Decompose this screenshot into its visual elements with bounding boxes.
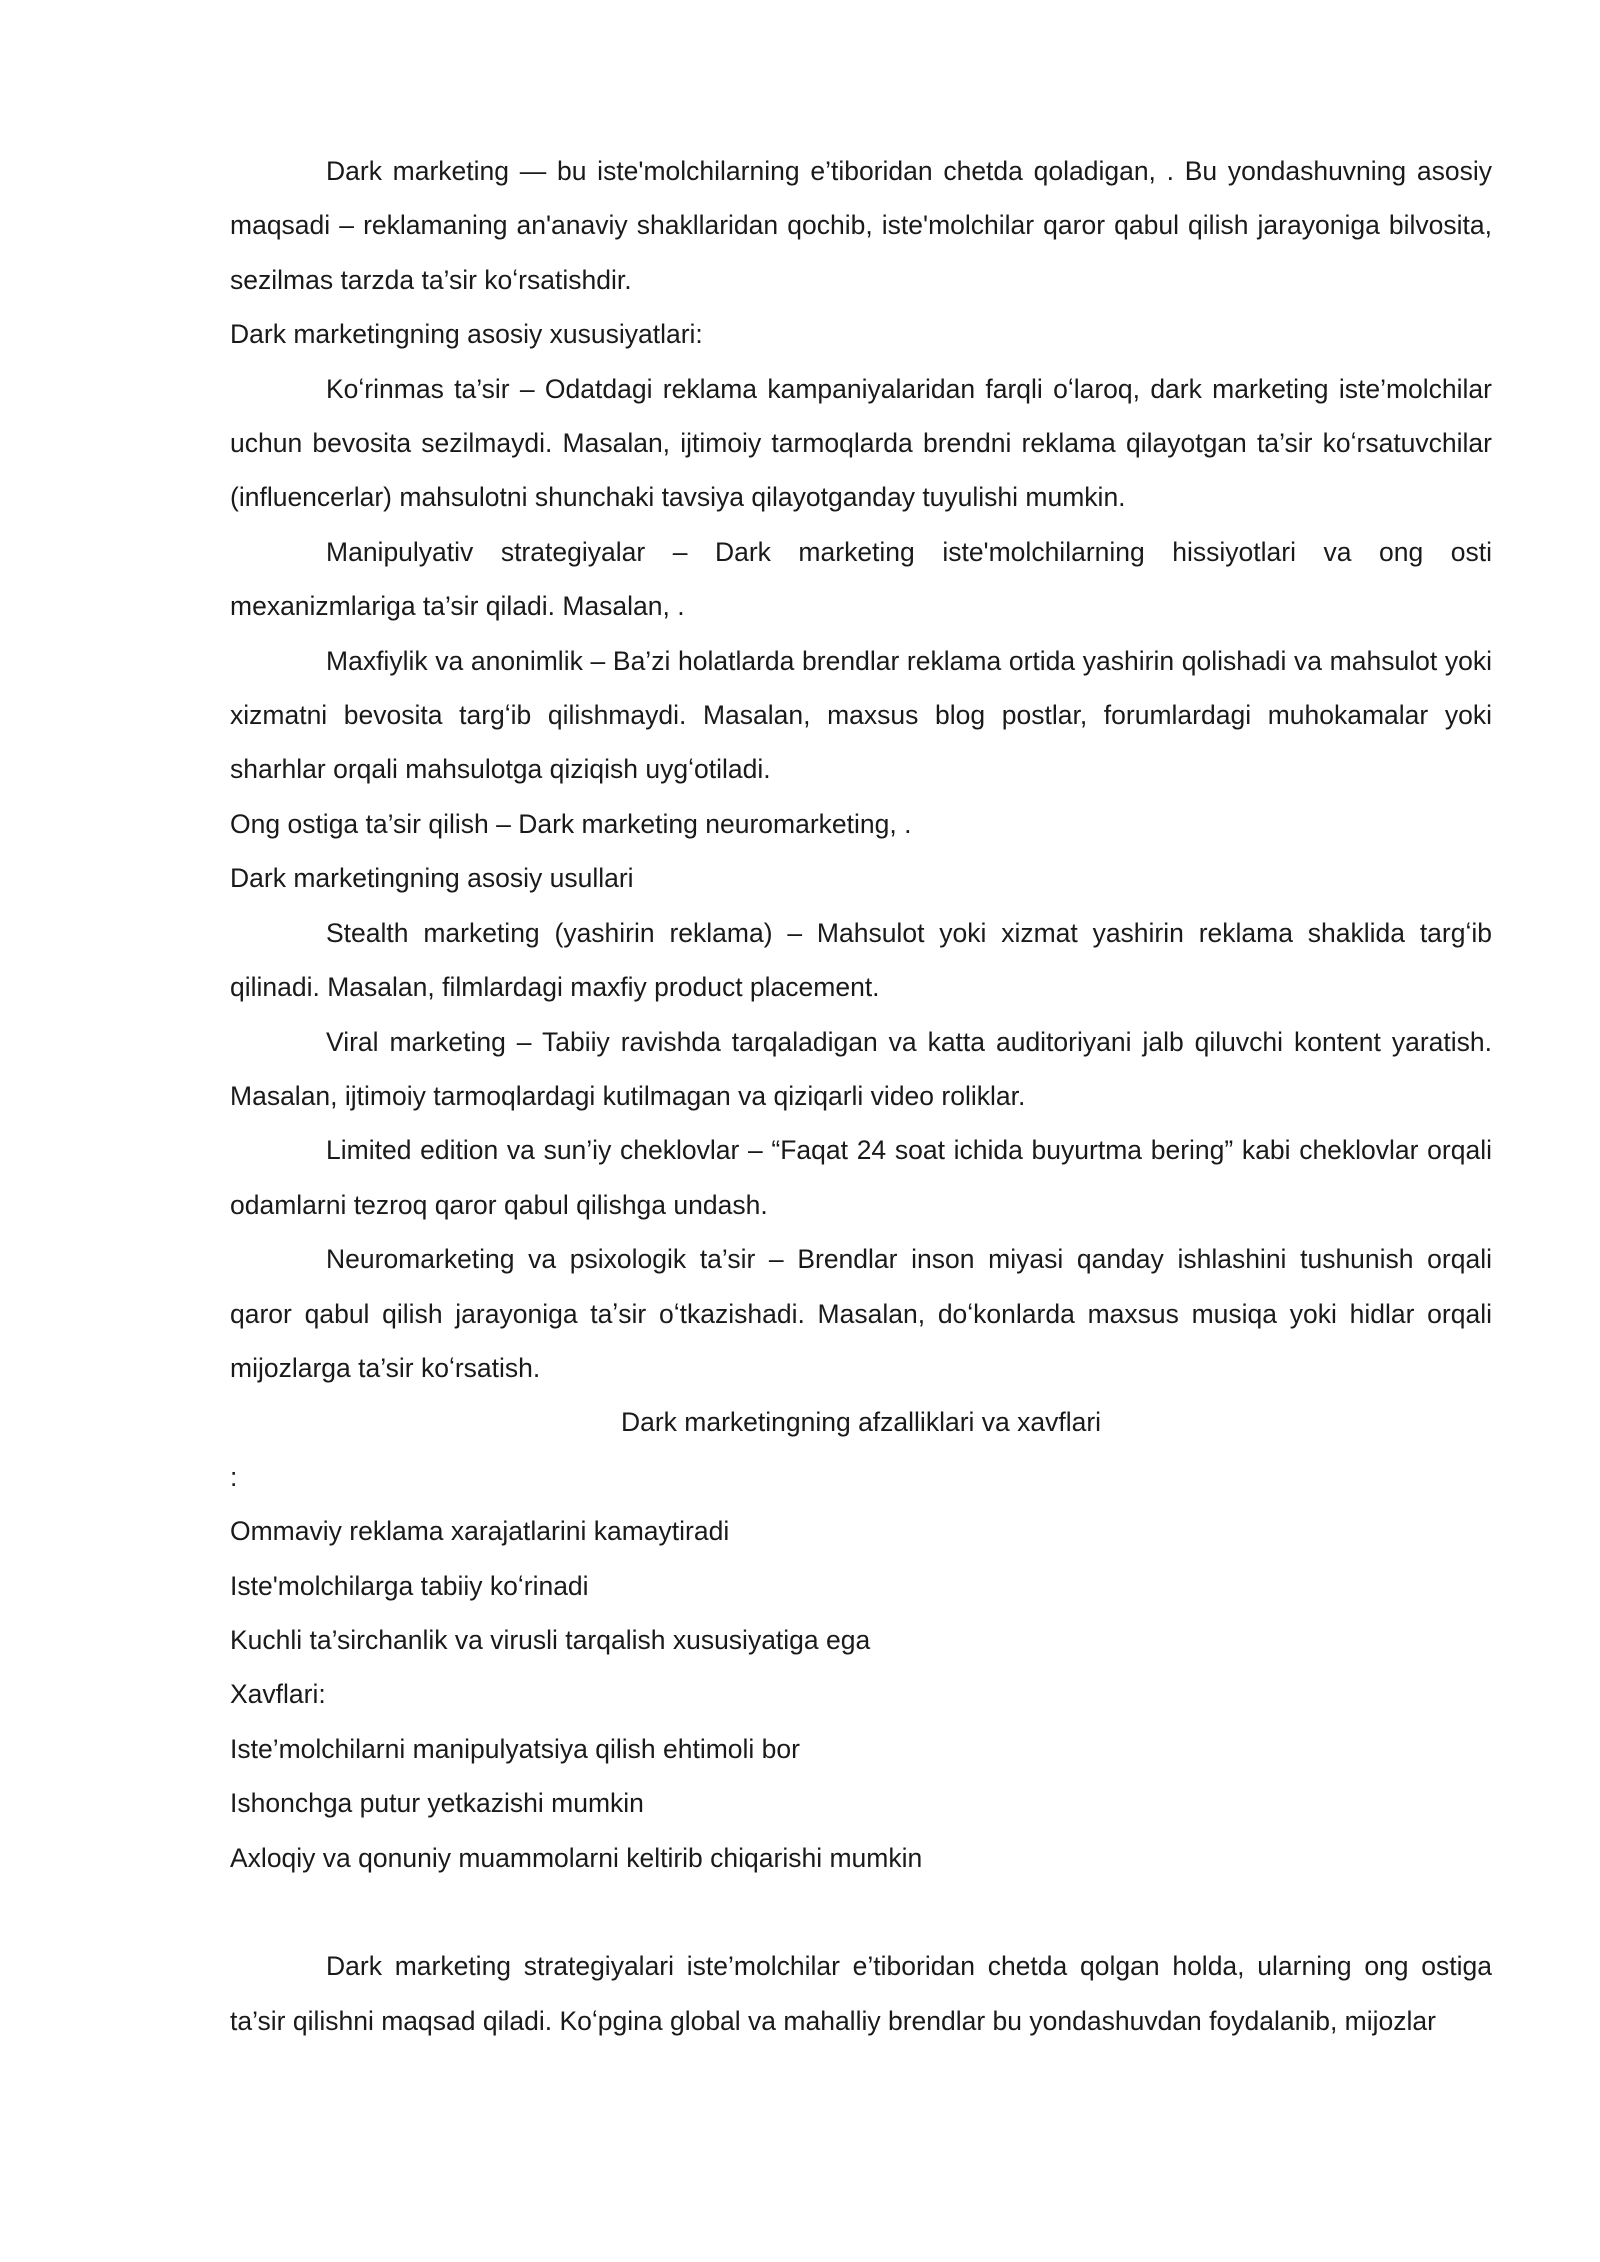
section-heading: Dark marketingning afzalliklari va xavflari xyxy=(620,1407,1102,1438)
risk-item: Axloqiy va qonuniy muammolarni keltirib chiqarishi mumkin xyxy=(230,1842,923,1873)
feature-invisible-influence: Koʻrinmas ta’sir – Odatdagi reklama kampaniyalaridan farqli oʻlaroq, dark marketing iste’molchilar uchun bevosita sezilmaydi. Masalan, ijtimoiy tarmoqlarda brendni reklama qilayotgan ta’sir koʻrsatuvchilar (influencerlar) mahsulotni shunchaki tavsiya qilayotganday tuyulishi mumkin. xyxy=(230,373,1492,513)
advantage-item: Ommaviy reklama xarajatlarini kamaytiradi xyxy=(230,1516,730,1547)
method-limited-edition: Limited edition va sun’iy cheklovlar – “Faqat 24 soat ichida buyurtma bering” kabi cheklovlar orqali odamlarni tezroq qaror qabul qilishga undash. xyxy=(230,1135,1492,1220)
feature-privacy-anonymity: Maxfiylik va anonimlik – Ba’zi holatlarda brendlar reklama ortida yashirin qolishadi va mahsulot yoki xizmatni bevosita targʻib qilishmaydi. Masalan, maxsus blog postlar, forumlardagi muhokamalar yoki sharhlar orqali mahsulotga qiziqish uygʻotiladi. xyxy=(230,645,1492,785)
features-heading: Dark marketingning asosiy xususiyatlari: xyxy=(230,319,703,350)
colon-line: : xyxy=(230,1461,238,1492)
advantage-item: Kuchli ta’sirchanlik va virusli tarqalish xususiyatiga ega xyxy=(230,1624,871,1655)
advantage-item: Iste'molchilarga tabiiy koʻrinadi xyxy=(230,1570,589,1601)
feature-manipulative-strategies: Manipulyativ strategiyalar – Dark marketing iste'molchilarning hissiyotlari va ong osti mexanizmlariga ta’sir qiladi. Masalan, . xyxy=(230,536,1492,622)
risks-label: Xavflari: xyxy=(230,1679,326,1710)
risk-item: Iste’molchilarni manipulyatsiya qilish ehtimoli bor xyxy=(230,1733,800,1764)
document-body xyxy=(230,144,1492,2048)
blank-line xyxy=(230,1885,1492,1939)
feature-subconscious: Ong ostiga ta’sir qilish – Dark marketing neuromarketing, . xyxy=(230,808,912,839)
methods-heading: Dark marketingning asosiy usullari xyxy=(230,863,634,894)
method-viral-marketing: Viral marketing – Tabiiy ravishda tarqaladigan va katta auditoriyani jalb qiluvchi kontent yaratish. Masalan, ijtimoiy tarmoqlardagi kutilmagan va qiziqarli video roliklar. xyxy=(230,1026,1492,1111)
method-stealth-marketing: Stealth marketing (yashirin reklama) – Mahsulot yoki xizmat yashirin reklama shaklida targʻib qilinadi. Masalan, filmlardagi maxfiy product placement. xyxy=(230,917,1492,1003)
method-neuromarketing: Neuromarketing va psixologik ta’sir – Brendlar inson miyasi qanday ishlashini tushunish orqali qaror qabul qilish jarayoniga taʼsir oʻtkazishadi. Masalan, doʻkonlarda maxsus musiqa yoki hidlar orqali mijozlarga ta’sir koʻrsatish. xyxy=(230,1244,1492,1383)
closing-paragraph: Dark marketing strategiyalari iste’molchilar e’tiboridan chetda qolgan holda, ularning ong ostiga ta’sir qilishni maqsad qiladi. Koʻpgina global va mahalliy brendlar bu yondashuvdan foydalanib, mijozlar xyxy=(230,1951,1492,2036)
intro-paragraph: Dark marketing — bu iste'molchilarning e’tiboridan chetda qoladigan, . Bu yondashuvning asosiy maqsadi – reklamaning an'anaviy shakllaridan qochib, iste'molchilar qaror qabul qilish jarayoniga bilvosita, sezilmas tarzda ta’sir koʻrsatishdir. xyxy=(230,156,1492,295)
risk-item: Ishonchga putur yetkazishi mumkin xyxy=(230,1788,644,1819)
